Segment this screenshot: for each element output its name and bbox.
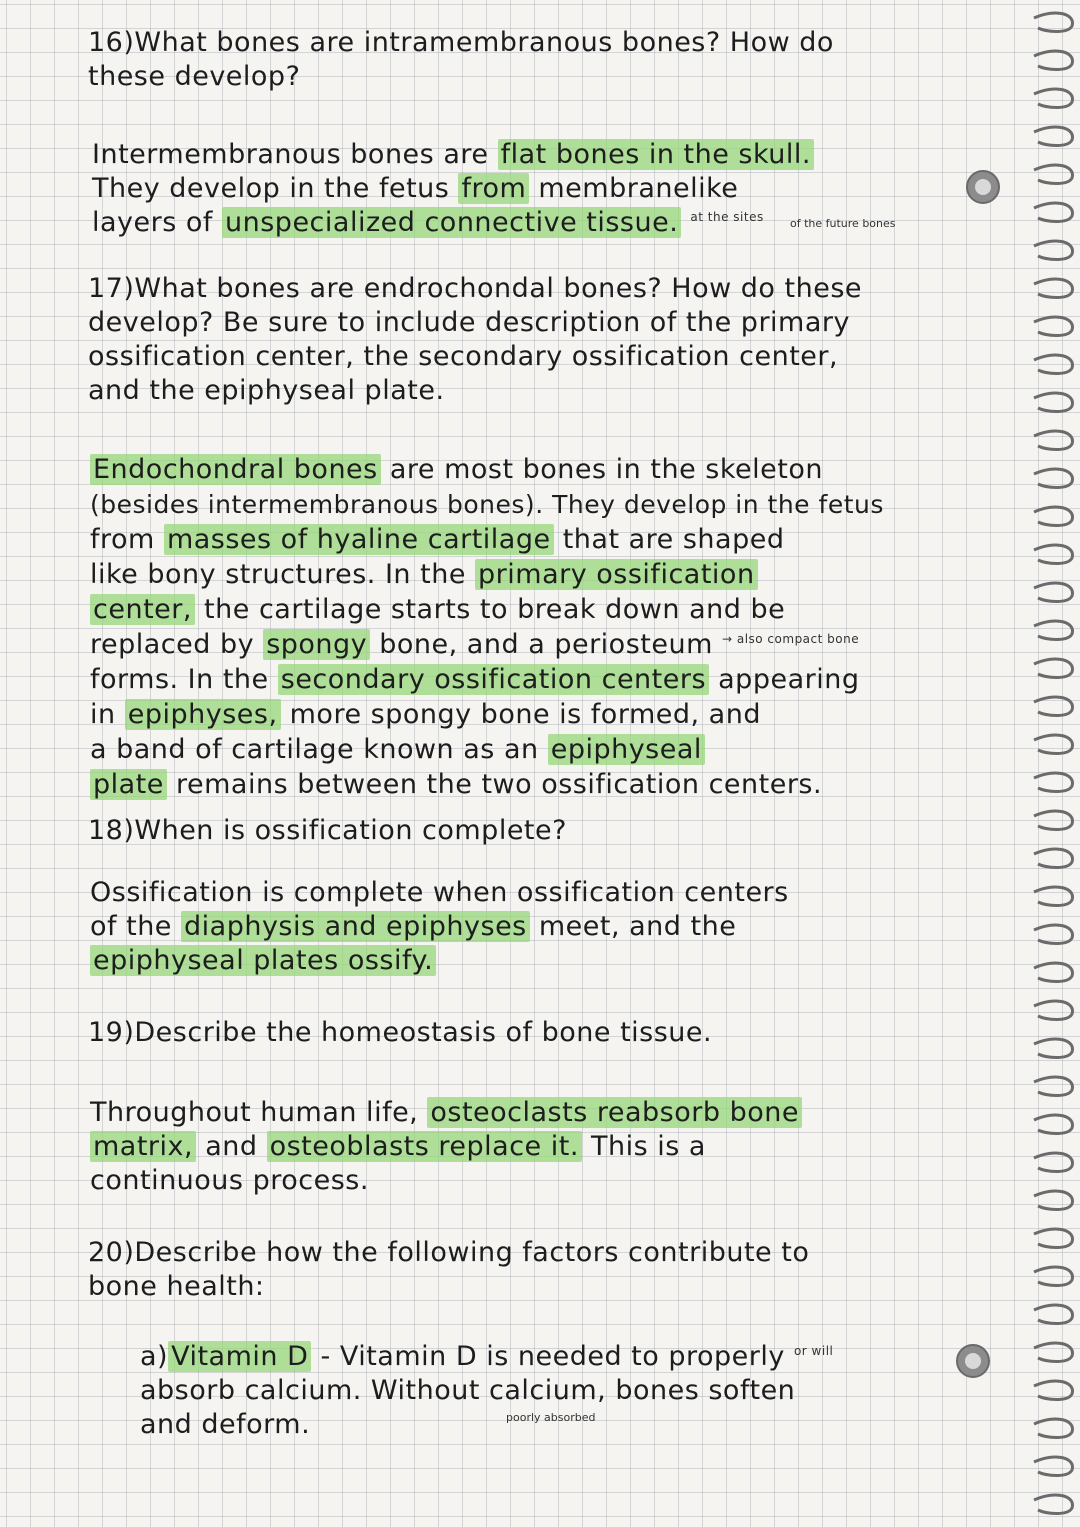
spiral-coil xyxy=(1034,925,1073,944)
spiral-coil xyxy=(1034,241,1073,260)
spiral-coil xyxy=(1034,1381,1073,1400)
answer-18-line-2: of the diaphysis and epiphyses meet, and the xyxy=(90,911,737,942)
spiral-coil xyxy=(1034,963,1073,982)
spiral-coil xyxy=(1034,393,1073,412)
answer-16-line-1: Intermembranous bones are flat bones in the skull. xyxy=(92,139,814,170)
spiral-coil xyxy=(1034,1115,1073,1134)
answer-19-line-2: matrix, and osteoblasts replace it. This is a xyxy=(90,1131,706,1162)
spiral-binding xyxy=(1016,0,1080,1527)
highlight-connective-tissue: unspecialized connective tissue. xyxy=(222,207,681,238)
answer-17-line-7: forms. In the secondary ossification centers appearing xyxy=(90,664,860,695)
spiral-coil xyxy=(1034,1343,1073,1362)
spiral-coil xyxy=(1034,1419,1073,1438)
question-18 xyxy=(88,814,567,848)
highlight-from: from xyxy=(458,173,529,204)
spiral-coil xyxy=(1034,1191,1073,1210)
spiral-coil xyxy=(1034,887,1073,906)
answer-18-line-3: epiphyseal plates ossify. xyxy=(90,945,436,976)
spiral-coil xyxy=(1034,1495,1073,1514)
answer-20a-line-2: absorb calcium. Without calcium, bones soften xyxy=(140,1375,796,1406)
answer-17-line-6: replaced by spongy bone, and a periosteum $^{\to also compact bone}$ xyxy=(90,629,860,660)
answer-17-line-2: (besides intermembranous bones). They develop in the fetus xyxy=(90,490,884,519)
spiral-coil xyxy=(1034,127,1073,146)
question-17 xyxy=(88,272,862,408)
spiral-coil xyxy=(1034,811,1073,830)
spiral-coil xyxy=(1034,165,1073,184)
punch-hole-top xyxy=(966,170,1000,204)
answer-19 xyxy=(90,1096,802,1198)
spiral-coil xyxy=(1034,1039,1073,1058)
question-18-line-1: 18)When is ossification complete? xyxy=(88,815,567,846)
question-16-line-2: these develop? xyxy=(88,61,301,92)
spiral-coil xyxy=(1034,89,1073,108)
spiral-coil xyxy=(1034,355,1073,374)
spiral-coil xyxy=(1034,773,1073,792)
spiral-coil xyxy=(1034,431,1073,450)
answer-17-line-10: plate remains between the two ossification centers. xyxy=(90,769,822,800)
question-20-line-1: 20)Describe how the following factors contribute to xyxy=(88,1237,810,1268)
answer-17-line-4: like bony structures. In the primary ossification xyxy=(90,559,758,590)
spiral-coil xyxy=(1034,849,1073,868)
spiral-coil xyxy=(1034,1001,1073,1020)
answer-17-line-8: in epiphyses, more spongy bone is formed, and xyxy=(90,699,761,730)
spiral-coil xyxy=(1034,317,1073,336)
margin-note-future-bones: of the future bones xyxy=(790,217,896,230)
question-16 xyxy=(88,26,834,94)
spiral-coil xyxy=(1034,203,1073,222)
question-19-line-1: 19)Describe the homeostasis of bone tissue. xyxy=(88,1017,713,1048)
question-17-line-2: develop? Be sure to include description of the primary xyxy=(88,307,850,338)
spiral-coil xyxy=(1034,1267,1073,1286)
question-17-line-3: ossification center, the secondary ossification center, xyxy=(88,341,839,372)
answer-20a xyxy=(140,1340,833,1442)
highlight-flat-bones: flat bones in the skull. xyxy=(498,139,814,170)
answer-20a-line-1: a) Vitamin D - Vitamin D is needed to properly $^{or will}$ xyxy=(140,1341,834,1372)
question-20-line-2: bone health: xyxy=(88,1271,265,1302)
answer-17-line-9: a band of cartilage known as an epiphyseal xyxy=(90,734,705,765)
spiral-coil xyxy=(1034,51,1073,70)
spiral-coil xyxy=(1034,735,1073,754)
question-20 xyxy=(88,1236,809,1304)
spiral-coil xyxy=(1034,1077,1073,1096)
spiral-coil xyxy=(1034,1305,1073,1324)
answer-19-line-3: continuous process. xyxy=(90,1165,369,1196)
answer-17-line-5: center, the cartilage starts to break down and be xyxy=(90,594,785,625)
answer-16-line-3: layers of unspecialized connective tissue. $^{at the sites}$ xyxy=(92,207,764,238)
margin-note-or-will: or will xyxy=(793,1344,834,1358)
margin-note-poorly-absorbed: poorly absorbed xyxy=(506,1411,596,1424)
spiral-coil xyxy=(1034,1229,1073,1248)
punch-hole-bottom xyxy=(956,1344,990,1378)
answer-18 xyxy=(90,876,789,978)
spiral-coil xyxy=(1034,1457,1073,1476)
answer-16 xyxy=(92,138,814,240)
answer-18-line-1: Ossification is complete when ossification centers xyxy=(90,877,789,908)
spiral-coil xyxy=(1034,545,1073,564)
answer-16-line-2: They develop in the fetus from membranelike xyxy=(92,173,739,204)
question-17-line-4: and the epiphyseal plate. xyxy=(88,375,445,406)
spiral-coil xyxy=(1034,697,1073,716)
margin-note-sites: at the sites xyxy=(690,210,764,224)
question-19 xyxy=(88,1016,712,1050)
spiral-coil xyxy=(1034,583,1073,602)
answer-19-line-1: Throughout human life, osteoclasts reabsorb bone xyxy=(90,1097,802,1128)
spiral-coil xyxy=(1034,621,1073,640)
question-16-line-1: 16)What bones are intramembranous bones? How do xyxy=(88,27,834,58)
answer-17-line-1: Endochondral bones are most bones in the skeleton xyxy=(90,454,823,485)
spiral-coil xyxy=(1034,507,1073,526)
spiral-coil xyxy=(1034,279,1073,298)
spiral-coil xyxy=(1034,659,1073,678)
margin-note-compact-bone: → also compact bone xyxy=(721,632,860,646)
answer-17 xyxy=(90,452,884,802)
spiral-coil xyxy=(1034,1153,1073,1172)
answer-20a-line-3: and deform. xyxy=(140,1409,311,1440)
spiral-coil xyxy=(1034,469,1073,488)
question-17-line-1: 17)What bones are endrochondal bones? How do these xyxy=(88,273,863,304)
answer-17-line-3: from masses of hyaline cartilage that are shaped xyxy=(90,524,785,555)
spiral-coil-icon xyxy=(1016,0,1080,1527)
spiral-coil xyxy=(1034,13,1073,32)
